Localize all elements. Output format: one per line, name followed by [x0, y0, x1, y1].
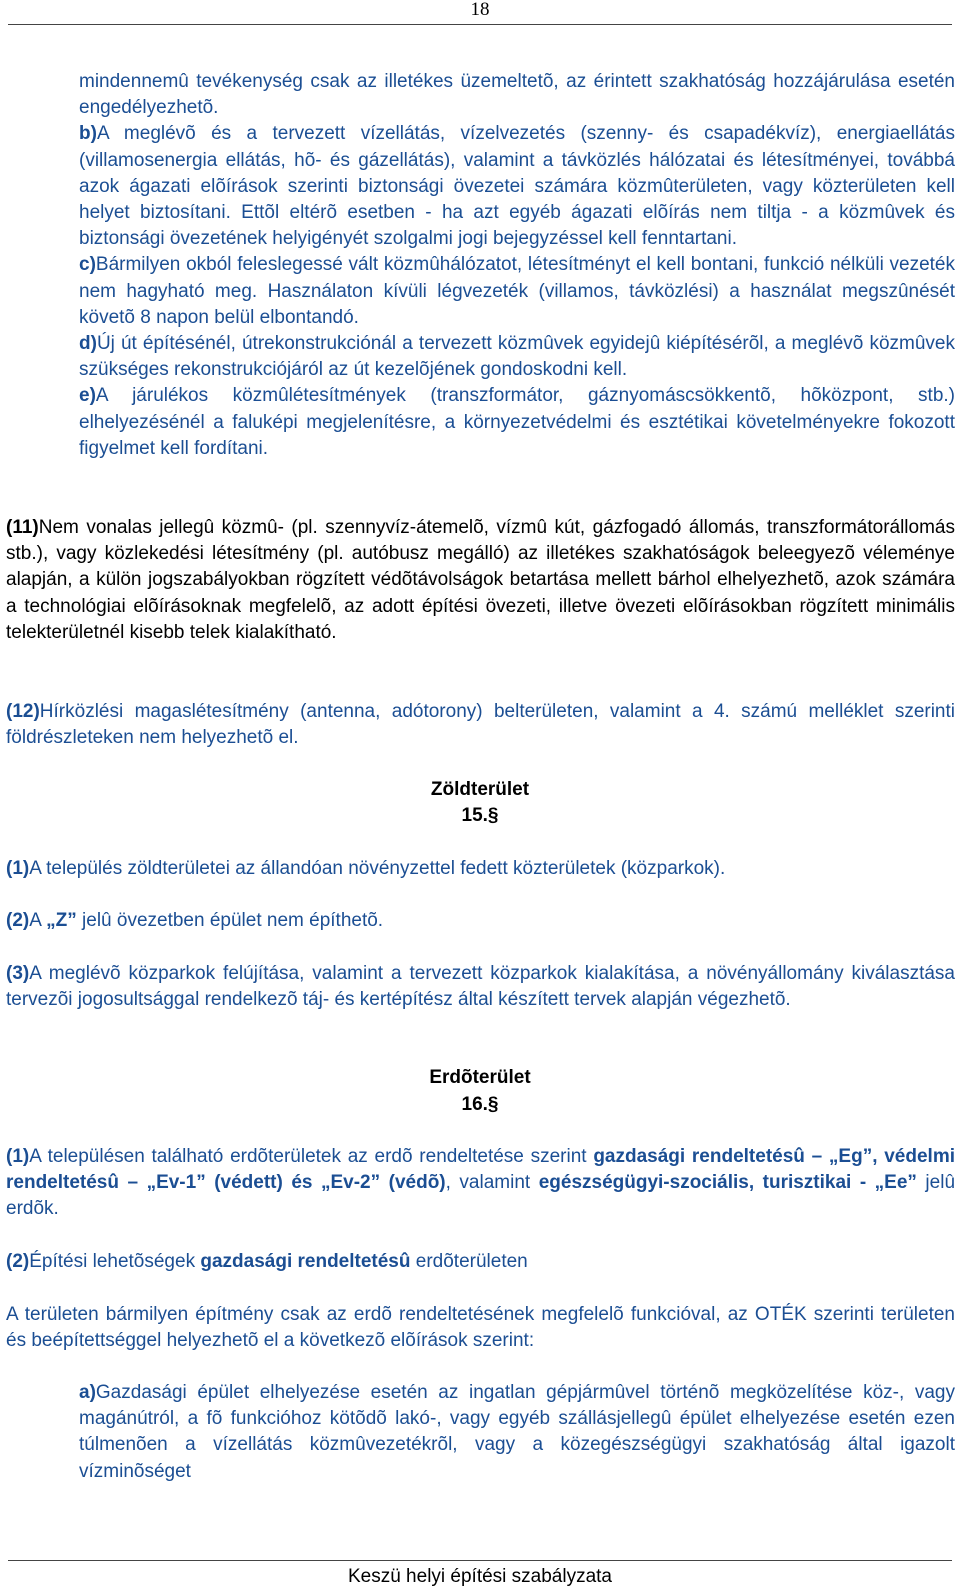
item-10-list	[79, 69, 955, 462]
zold-p2-zone: „Z”	[46, 910, 77, 931]
erdoterulet-title: Erdõterület	[429, 1067, 531, 1088]
erdo-p1-text-2: , valamint	[445, 1172, 539, 1194]
erdo-item-a	[79, 1380, 955, 1485]
header-rule	[8, 24, 952, 25]
erdo-p2-label: (2)	[6, 1251, 30, 1272]
paragraph-11-label: (11)	[6, 517, 39, 538]
zold-number: 15.	[461, 805, 488, 826]
item-d-text: Új út építésénél, útrekonstrukciónál a tervezett közmûvek egyidejû kiépítésérõl, a meglévõ közmûvek szükséges rekonstrukciójáról az út kezelõjének gondoskodni kell.	[79, 333, 955, 381]
zold-p2-pre: A	[29, 910, 47, 931]
erdo-paragraph-3: A területen bármilyen építmény csak az erdõ rendeltetésének megfelelõ funkcióval, az OTÉK szerinti területen és beépítettséggel helyezhetõ el a következõ elõírások szerint:	[6, 1304, 955, 1352]
item-b-label: b)	[79, 123, 97, 145]
erdo-section-sign: §	[487, 1094, 499, 1115]
erdo-p1-bold-2: egészségügyi-szociális, turisztikai - „Ee”	[538, 1172, 917, 1194]
erdo-p1-text-1: A településen található erdõterületek az erdõ rendeltetése szerint	[29, 1146, 594, 1167]
erdo-p1-text-3: jelû erdõk.	[6, 1172, 956, 1220]
paragraph-12	[6, 699, 955, 751]
zoldterulet-section-number	[0, 803, 960, 829]
zold-paragraph-3	[6, 961, 955, 1013]
erdo-p2-text-2: erdõterületen	[410, 1251, 528, 1272]
zold-p2-label: (2)	[6, 910, 30, 931]
zold-paragraph-1	[6, 856, 955, 882]
item-a-continuation: mindennemû tevékenység csak az illetékes üzemeltetõ, az érintett szakhatóság hozzájárulása esetén engedélyezhetõ.	[79, 71, 955, 119]
zold-p1-label: (1)	[6, 858, 30, 879]
erdo-number: 16.	[461, 1094, 488, 1115]
zold-paragraph-2	[6, 908, 955, 934]
zold-p2-post: jelû övezetben épület nem építhetõ.	[76, 910, 384, 931]
footer-title: Keszü helyi építési szabályzata	[347, 1566, 613, 1587]
zold-p3-text: A meglévõ közparkok felújítása, valamint a tervezett közparkok kialakítása, a növényállomány kiválasztása tervezõi jogosultsággal rendelkezõ táj- és kertépítész által készített tervek alapján végezhetõ.	[6, 963, 955, 1011]
item-e-label: e)	[79, 385, 96, 407]
erdo-p1-bold-1: gazdasági rendeltetésû – „Eg”, védelmi rendeltetésû – „Ev-1” (védett) és „Ev-2” (védõ)	[6, 1146, 955, 1194]
erdoterulet-section-number	[0, 1092, 960, 1118]
page-number: 18	[470, 0, 490, 20]
item-c-label: c)	[79, 254, 96, 276]
zold-p3-label: (3)	[6, 963, 30, 984]
item-b-text: A meglévõ és a tervezett vízellátás, vízelvezetés (szenny- és csapadékvíz), energiaellátás (villamosenergia ellátás, hõ- és gázellátás), valamint a távközlés hálózatai és létesítményei, továbbá azok ágazati elõírások szerinti biztonsági övezetei számára közmûterületen, vagy közterületen kell helyet biztosítani. Ettõl eltérõ esetben - ha azt egyéb ágazati elõírás nem tiltja - a közmûvek és biztonsági övezetének helyigényét szolgalmi jogi bejegyzéssel kell fenntartani.	[79, 123, 955, 250]
erdo-p1-label: (1)	[6, 1146, 30, 1167]
paragraph-11	[6, 515, 955, 646]
erdo-item-a-label: a)	[79, 1382, 96, 1403]
paragraph-12-text: Hírközlési magaslétesítmény (antenna, adótorony) belterületen, valamint a 4. számú melléklet szerinti földrészleteken nem helyezhetõ el.	[6, 701, 955, 749]
footer-rule	[8, 1560, 952, 1561]
item-e-text: A járulékos közmûlétesítmények (transzformátor, gáznyomáscsökkentõ, hõközpont, stb.) elhelyezésénél a faluképi megjelenítésre, a környezetvédelmi és esztétikai követelményekre fokozott figyelmet kell fordítani.	[79, 385, 955, 459]
item-d-label: d)	[79, 333, 97, 355]
zold-p1-text: A település zöldterületei az állandóan növényzettel fedett közterületek (közparkok).	[29, 858, 726, 879]
zold-section-sign: §	[487, 805, 499, 826]
zoldterulet-title: Zöldterület	[430, 779, 530, 800]
item-c-text: Bármilyen okból feleslegessé vált közmûhálózatot, létesítményt el kell bontani, funkció nélküli vezeték nem hagyható meg. Használaton kívüli légvezeték (villamos, távközlési) a használat megszûnését követõ 8 napon belül elbontandó.	[79, 254, 955, 328]
erdo-p2-bold: gazdasági rendeltetésû	[200, 1251, 411, 1272]
paragraph-11-text: Nem vonalas jellegû közmû- (pl. szennyvíz-átemelõ, vízmû kút, gázfogadó állomás, transzformátorállomás stb.), vagy közlekedési létesítmény (pl. autóbusz megálló) az illetékes szakhatóságok beleegyezõ véleménye alapján, a külön jogszabályokban rögzített védõtávolságok betartása mellett bárhol elhelyezhetõ, azok számára a technológiai elõírásoknak megfelelõ, az adott építési övezeti, illetve övezeti elõírásokban rögzített minimális telekterületnél kisebb telek kialakítható.	[6, 517, 955, 643]
paragraph-12-label: (12)	[6, 701, 40, 722]
erdo-item-a-text: Gazdasági épület elhelyezése esetén az ingatlan gépjármûvel történõ megközelítése köz-, vagy magánútról, a fõ funkcióhoz kötõdõ lakó-, vagy egyéb szállásjellegû épület elhelyezése esetén ezen túlmenõen a vízellátás közmûvezetékrõl, vagy a közegészségügyi szakhatóság által igazolt vízminõséget	[79, 1382, 955, 1482]
erdo-p2-text-1: Építési lehetõségek	[29, 1251, 201, 1272]
erdo-paragraph-1	[6, 1144, 955, 1223]
erdo-paragraph-2	[6, 1249, 955, 1275]
